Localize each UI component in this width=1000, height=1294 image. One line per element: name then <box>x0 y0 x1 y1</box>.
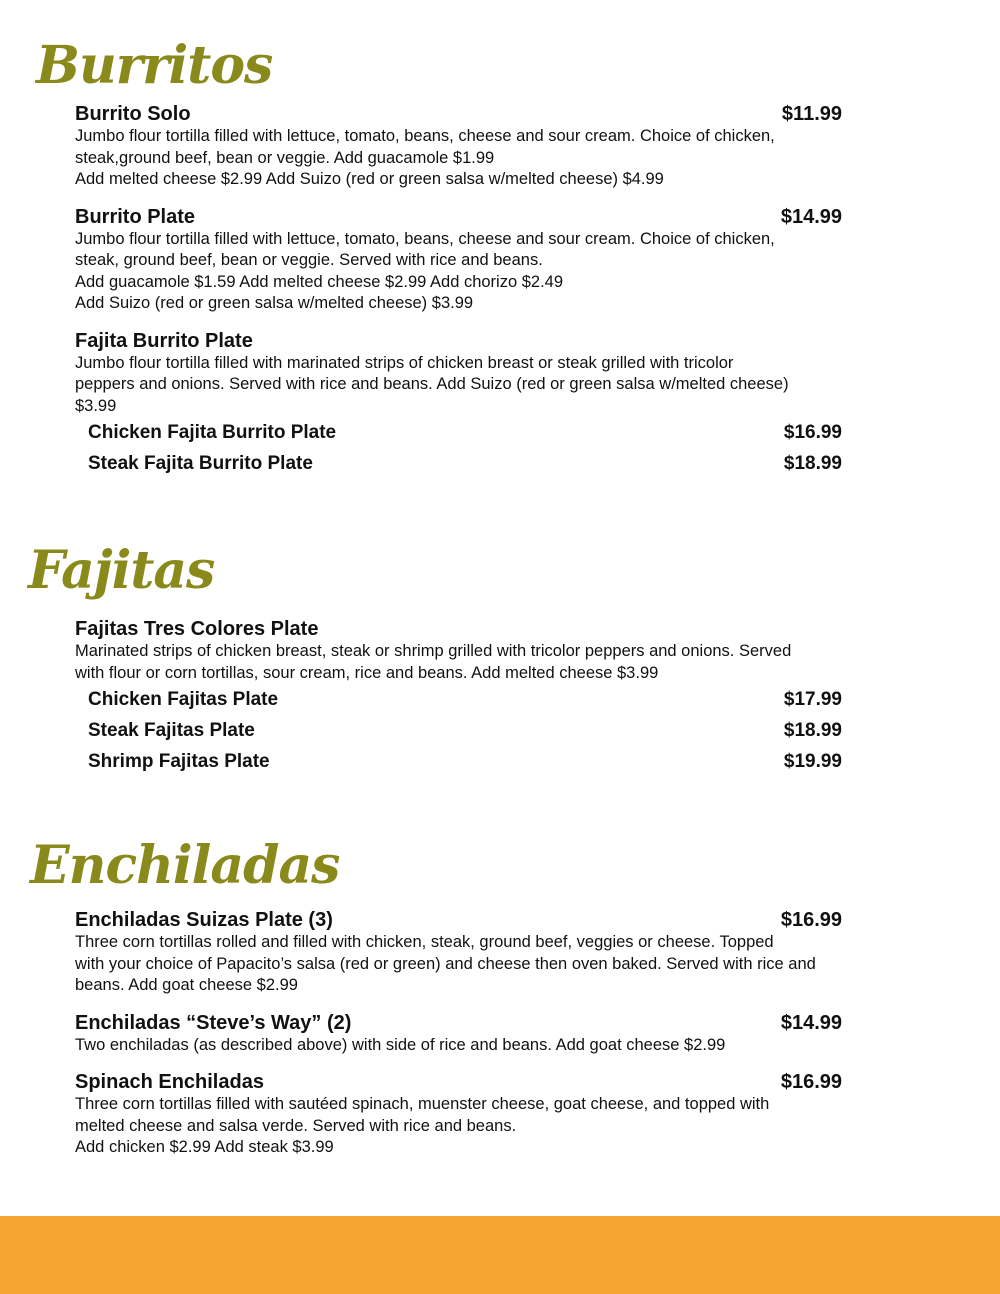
item-price: $16.99 <box>780 1071 842 1093</box>
section-title-fajitas: Fajitas <box>28 540 215 601</box>
menu-item-burrito-plate <box>75 205 875 315</box>
description-line: melted cheese and salsa verde. Served with rice and beans. <box>75 1116 517 1135</box>
description-line: Marinated strips of chicken breast, steak or shrimp grilled with tricolor peppers and onions. Served <box>75 642 792 660</box>
item-description <box>75 229 875 315</box>
option-name: Chicken Fajita Burrito Plate <box>88 422 337 443</box>
option-price: $16.99 <box>783 422 842 443</box>
description-line: steak, ground beef, bean or veggie. Served with rice and beans. <box>75 251 543 269</box>
description-line: Jumbo flour tortilla filled with lettuce, tomato, beans, cheese and sour cream. Choice of chicken, <box>75 229 775 248</box>
section-title-enchiladas: Enchiladas <box>30 835 340 896</box>
item-name: Fajitas Tres Colores Plate <box>75 618 319 640</box>
section-title-burritos: Burritos <box>36 35 273 96</box>
option-name: Chicken Fajitas Plate <box>88 689 279 710</box>
item-description <box>75 126 875 191</box>
description-line: Two enchiladas (as described above) with side of rice and beans. Add goat cheese $2.99 <box>75 1035 726 1054</box>
item-description <box>75 932 875 997</box>
description-line: with your choice of Papacito’s salsa (red or green) and cheese then oven baked. Served with rice and <box>75 954 816 973</box>
description-line: $3.99 <box>75 396 117 415</box>
item-price: $14.99 <box>780 205 842 228</box>
item-price: $11.99 <box>781 103 842 125</box>
menu-item-fajitas-tres-colores <box>75 617 875 777</box>
option-row <box>75 715 875 746</box>
option-row <box>75 746 875 777</box>
option-row <box>75 448 875 479</box>
description-line: steak,ground beef, bean or veggie. Add guacamole $1.99 <box>75 148 495 167</box>
item-name: Enchiladas Suizas Plate (3) <box>75 909 333 931</box>
description-line: Add melted cheese $2.99 Add Suizo (red or green salsa w/melted cheese) $4.99 <box>75 170 664 188</box>
description-line: peppers and onions. Served with rice and beans. Add Suizo (red or green salsa w/melted cheese) <box>75 375 789 393</box>
item-description <box>75 1035 875 1057</box>
menu-item-enchiladas-steves-way <box>75 1011 875 1057</box>
item-price: $14.99 <box>780 1011 842 1034</box>
description-line: Three corn tortillas rolled and filled with chicken, steak, ground beef, veggies or cheese. Topped <box>75 933 774 951</box>
footer-bar <box>0 1216 1000 1294</box>
description-line: Three corn tortillas filled with sautéed spinach, muenster cheese, goat cheese, and topped with <box>75 1095 770 1113</box>
option-price: $19.99 <box>783 751 842 772</box>
option-row <box>75 684 875 715</box>
option-price: $18.99 <box>783 453 842 474</box>
enchiladas-section <box>75 908 875 1173</box>
item-name: Enchiladas “Steve’s Way” (2) <box>75 1011 352 1034</box>
option-name: Shrimp Fajitas Plate <box>88 751 270 772</box>
description-line: Add Suizo (red or green salsa w/melted cheese) $3.99 <box>75 294 474 312</box>
item-description <box>75 353 875 418</box>
description-line: Add chicken $2.99 Add steak $3.99 <box>75 1138 334 1156</box>
item-name: Spinach Enchiladas <box>75 1071 264 1093</box>
menu-item-fajita-burrito-plate <box>75 329 875 480</box>
option-row <box>75 417 875 448</box>
item-name: Burrito Solo <box>75 103 191 125</box>
fajitas-section <box>75 617 875 791</box>
menu-item-spinach-enchiladas <box>75 1070 875 1159</box>
menu-item-enchiladas-suizas <box>75 908 875 997</box>
menu-item-burrito-solo <box>75 102 875 191</box>
option-price: $18.99 <box>783 720 842 741</box>
burritos-section <box>75 102 875 493</box>
item-description <box>75 1094 875 1159</box>
description-line: Add guacamole $1.59 Add melted cheese $2.99 Add chorizo $2.49 <box>75 272 564 291</box>
item-name: Fajita Burrito Plate <box>75 329 253 352</box>
description-line: Jumbo flour tortilla filled with lettuce, tomato, beans, cheese and sour cream. Choice of chicken, <box>75 127 775 145</box>
item-price: $16.99 <box>780 909 842 931</box>
item-description <box>75 641 875 684</box>
option-name: Steak Fajita Burrito Plate <box>88 453 313 474</box>
item-name: Burrito Plate <box>75 205 196 228</box>
option-price: $17.99 <box>783 689 842 710</box>
description-line: Jumbo flour tortilla filled with marinated strips of chicken breast or steak grilled with tricolor <box>75 353 734 372</box>
option-name: Steak Fajitas Plate <box>88 720 255 741</box>
description-line: beans. Add goat cheese $2.99 <box>75 976 298 994</box>
description-line: with flour or corn tortillas, sour cream, rice and beans. Add melted cheese $3.99 <box>75 663 659 682</box>
